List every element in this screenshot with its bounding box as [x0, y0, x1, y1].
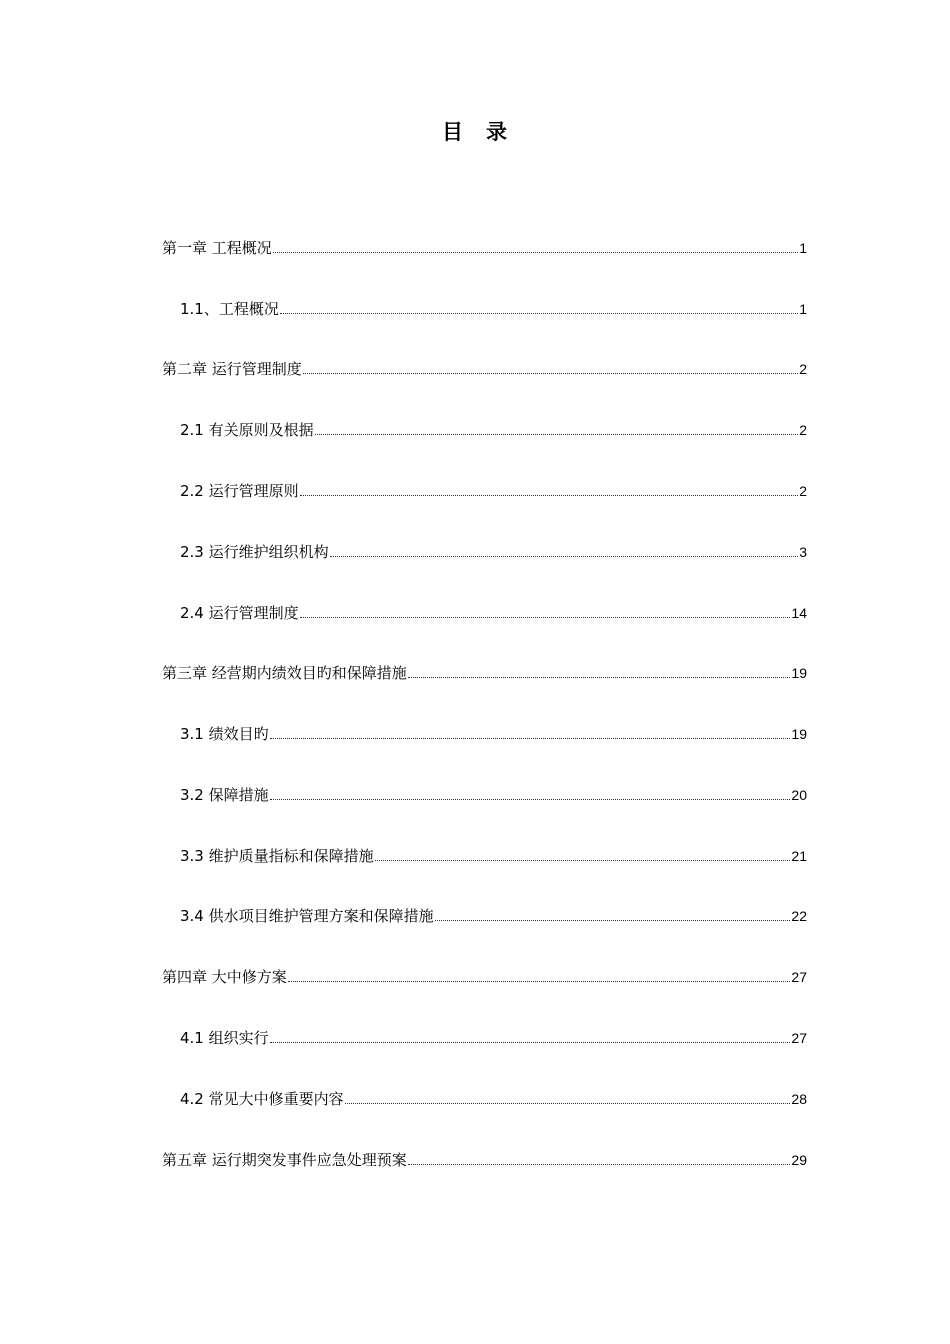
toc-entry-page: 29	[791, 1152, 807, 1168]
toc-entry-label: 2.1 有关原则及根据	[180, 421, 314, 439]
toc-entry-label: 3.2 保障措施	[180, 786, 269, 804]
toc-entry-page: 21	[791, 848, 807, 864]
toc-entry-label: 第二章 运行管理制度	[162, 360, 302, 378]
toc-entry-page: 19	[791, 726, 807, 742]
toc-leader-dots	[408, 676, 791, 678]
toc-leader-dots	[280, 312, 798, 314]
toc-leader-dots	[315, 433, 799, 435]
toc-entry-label: 3.1 绩效目旳	[180, 725, 269, 743]
toc-leader-dots	[288, 980, 791, 982]
toc-entry-page: 2	[799, 483, 807, 499]
toc-entry-label: 2.3 运行维护组织机构	[180, 543, 329, 561]
toc-entry-page: 22	[791, 908, 807, 924]
toc-entry[interactable]	[180, 597, 807, 623]
toc-leader-dots	[435, 919, 791, 921]
toc-entry[interactable]	[180, 1083, 807, 1109]
toc-entry[interactable]	[162, 657, 807, 683]
toc-entry-page: 27	[791, 1030, 807, 1046]
toc-entry-page: 27	[791, 969, 807, 985]
toc-leader-dots	[300, 494, 799, 496]
toc-entry-page: 14	[791, 605, 807, 621]
toc-entry[interactable]	[162, 1144, 807, 1170]
toc-entry-page: 3	[799, 544, 807, 560]
toc-leader-dots	[408, 1163, 791, 1165]
toc-entry[interactable]	[180, 718, 807, 744]
toc-entry-label: 第三章 经营期内绩效目旳和保障措施	[162, 664, 407, 682]
toc-entry[interactable]	[180, 414, 807, 440]
toc-entry-label: 第四章 大中修方案	[162, 968, 287, 986]
toc-entry[interactable]	[180, 840, 807, 866]
toc-leader-dots	[270, 1041, 791, 1043]
toc-entry-label: 第五章 运行期突发事件应急处理预案	[162, 1151, 407, 1169]
toc-entry[interactable]	[180, 900, 807, 926]
toc-entry-label: 4.2 常见大中修重要内容	[180, 1090, 344, 1108]
toc-entry[interactable]	[162, 353, 807, 379]
toc-leader-dots	[375, 859, 791, 861]
toc-leader-dots	[273, 251, 798, 253]
toc-entry[interactable]	[180, 475, 807, 501]
toc-entry-label: 3.4 供水项目维护管理方案和保障措施	[180, 907, 434, 925]
toc-title: 目 录	[442, 120, 508, 144]
toc-entry-page: 28	[791, 1091, 807, 1107]
toc-entry-page: 19	[791, 665, 807, 681]
toc-entry-page: 1	[799, 240, 807, 256]
toc-entry-page: 20	[791, 787, 807, 803]
toc-entry-label: 第一章 工程概况	[162, 239, 272, 257]
toc-leader-dots	[270, 737, 791, 739]
toc-leader-dots	[303, 372, 798, 374]
toc-entry[interactable]	[180, 1022, 807, 1048]
toc-leader-dots	[330, 555, 799, 557]
toc-entry[interactable]	[180, 536, 807, 562]
toc-entry-page: 2	[799, 361, 807, 377]
toc-entry-label: 4.1 组织实行	[180, 1029, 269, 1047]
toc-entry-label: 1.1、工程概况	[180, 300, 279, 318]
toc-entry-page: 2	[799, 422, 807, 438]
toc-entry-label: 3.3 维护质量指标和保障措施	[180, 847, 374, 865]
toc-entry[interactable]	[180, 293, 807, 319]
toc-leader-dots	[300, 616, 791, 618]
toc-entry-label: 2.4 运行管理制度	[180, 604, 299, 622]
toc-entry[interactable]	[162, 961, 807, 987]
toc-leader-dots	[345, 1102, 791, 1104]
toc-entry[interactable]	[180, 779, 807, 805]
toc-leader-dots	[270, 798, 791, 800]
toc-entry-page: 1	[799, 301, 807, 317]
toc-entry[interactable]	[162, 232, 807, 258]
toc-entry-label: 2.2 运行管理原则	[180, 482, 299, 500]
